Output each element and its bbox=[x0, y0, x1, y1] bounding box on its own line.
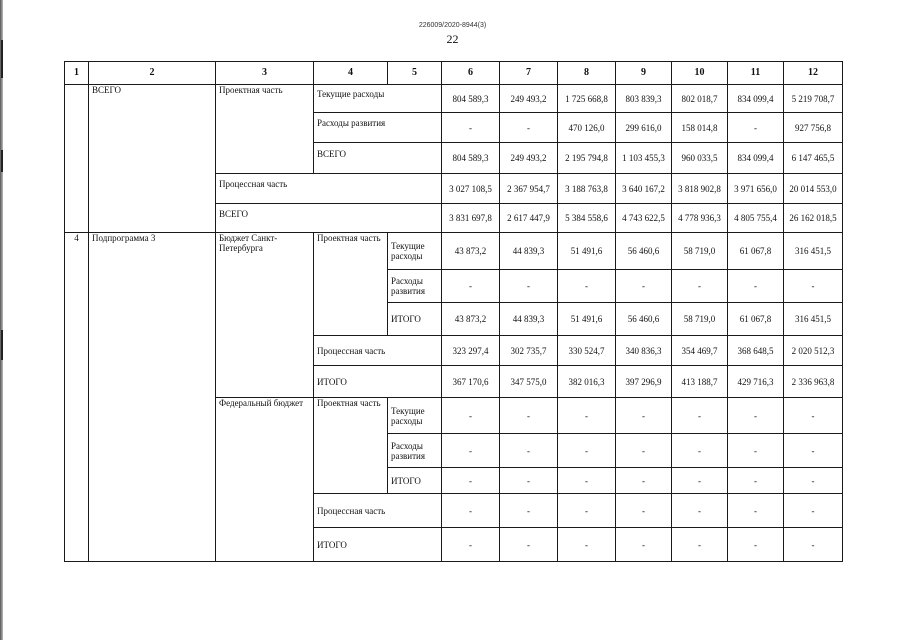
development-expenses-label: Расходы развития bbox=[314, 113, 442, 143]
value-cell: 2 020 512,3 bbox=[784, 336, 843, 366]
header-cell: 6 bbox=[442, 62, 500, 85]
header-cell: 11 bbox=[728, 62, 784, 85]
value-cell: 834 099,4 bbox=[728, 85, 784, 113]
value-cell: 3 640 167,2 bbox=[616, 174, 672, 204]
value-cell: - bbox=[784, 468, 843, 494]
value-cell: 3 831 697,8 bbox=[442, 204, 500, 233]
table-row bbox=[65, 85, 843, 113]
value-cell: 2 336 963,8 bbox=[784, 366, 843, 398]
value-cell: - bbox=[784, 528, 843, 562]
value-cell: 802 018,7 bbox=[672, 85, 728, 113]
value-cell: - bbox=[442, 434, 500, 468]
spb-development-expenses-label: Расходы развития bbox=[388, 270, 442, 303]
spb-process-part-label: Процессная часть bbox=[314, 336, 442, 366]
value-cell: 470 126,0 bbox=[558, 113, 616, 143]
value-cell: - bbox=[728, 494, 784, 528]
spb-itogo-label: ИТОГО bbox=[314, 366, 442, 398]
value-cell: 3 188 763,8 bbox=[558, 174, 616, 204]
value-cell: - bbox=[784, 494, 843, 528]
value-cell: - bbox=[784, 270, 843, 303]
value-cell: 58 719,0 bbox=[672, 303, 728, 336]
row-number: 4 bbox=[65, 233, 89, 562]
header-row bbox=[65, 62, 843, 85]
value-cell: 927 756,8 bbox=[784, 113, 843, 143]
value-cell: 4 805 755,4 bbox=[728, 204, 784, 233]
federal-development-expenses-label: Расходы развития bbox=[388, 434, 442, 468]
value-cell: 26 162 018,5 bbox=[784, 204, 843, 233]
value-cell: - bbox=[616, 270, 672, 303]
value-cell: 2 195 794,8 bbox=[558, 143, 616, 174]
value-cell: 249 493,2 bbox=[500, 85, 558, 113]
value-cell: 323 297,4 bbox=[442, 336, 500, 366]
value-cell: 51 491,6 bbox=[558, 233, 616, 270]
value-cell: 1 103 455,3 bbox=[616, 143, 672, 174]
value-cell: 367 170,6 bbox=[442, 366, 500, 398]
value-cell: - bbox=[616, 398, 672, 434]
federal-current-expenses-label: Текущие расходы bbox=[388, 398, 442, 434]
value-cell: - bbox=[442, 494, 500, 528]
value-cell: 354 469,7 bbox=[672, 336, 728, 366]
value-cell: 158 014,8 bbox=[672, 113, 728, 143]
value-cell: - bbox=[500, 434, 558, 468]
value-cell: 5 219 708,7 bbox=[784, 85, 843, 113]
value-cell: 302 735,7 bbox=[500, 336, 558, 366]
value-cell: - bbox=[500, 270, 558, 303]
value-cell: 2 367 954,7 bbox=[500, 174, 558, 204]
value-cell: 382 016,3 bbox=[558, 366, 616, 398]
value-cell: 20 014 553,0 bbox=[784, 174, 843, 204]
federal-budget-label: Федеральный бюджет bbox=[216, 398, 314, 562]
spb-budget-label: Бюджет Санкт-Петербурга bbox=[216, 233, 314, 398]
value-cell: 340 836,3 bbox=[616, 336, 672, 366]
value-cell: 804 589,3 bbox=[442, 85, 500, 113]
value-cell: 4 778 936,3 bbox=[672, 204, 728, 233]
value-cell: - bbox=[728, 468, 784, 494]
value-cell: 834 099,4 bbox=[728, 143, 784, 174]
value-cell: 43 873,2 bbox=[442, 233, 500, 270]
value-cell: - bbox=[558, 434, 616, 468]
row-number-cell bbox=[65, 85, 89, 233]
value-cell: - bbox=[500, 494, 558, 528]
value-cell: - bbox=[442, 398, 500, 434]
header-cell: 2 bbox=[89, 62, 216, 85]
value-cell: 429 716,3 bbox=[728, 366, 784, 398]
table-row bbox=[65, 233, 843, 270]
value-cell: - bbox=[728, 270, 784, 303]
header-cell: 3 bbox=[216, 62, 314, 85]
page-number: 22 bbox=[446, 32, 459, 46]
value-cell: - bbox=[500, 528, 558, 562]
value-cell: 316 451,5 bbox=[784, 303, 843, 336]
section-total-label: ВСЕГО bbox=[89, 85, 216, 233]
grand-total-label: ВСЕГО bbox=[216, 204, 442, 233]
value-cell: - bbox=[500, 113, 558, 143]
value-cell: 960 033,5 bbox=[672, 143, 728, 174]
federal-itogo-label: ИТОГО bbox=[314, 528, 442, 562]
value-cell: - bbox=[672, 398, 728, 434]
value-cell: 56 460,6 bbox=[616, 233, 672, 270]
value-cell: 61 067,8 bbox=[728, 303, 784, 336]
value-cell: - bbox=[784, 398, 843, 434]
value-cell: 44 839,3 bbox=[500, 303, 558, 336]
spb-design-itogo-label: ИТОГО bbox=[388, 303, 442, 336]
value-cell: - bbox=[616, 434, 672, 468]
scan-mark bbox=[1, 330, 3, 360]
value-cell: - bbox=[442, 468, 500, 494]
value-cell: - bbox=[558, 528, 616, 562]
value-cell: - bbox=[558, 494, 616, 528]
value-cell: 6 147 465,5 bbox=[784, 143, 843, 174]
header-cell: 7 bbox=[500, 62, 558, 85]
value-cell: - bbox=[500, 468, 558, 494]
value-cell: 4 743 622,5 bbox=[616, 204, 672, 233]
value-cell: 44 839,3 bbox=[500, 233, 558, 270]
value-cell: - bbox=[784, 434, 843, 468]
federal-design-itogo-label: ИТОГО bbox=[388, 468, 442, 494]
scan-edge bbox=[0, 0, 3, 640]
value-cell: 3 027 108,5 bbox=[442, 174, 500, 204]
value-cell: - bbox=[558, 398, 616, 434]
value-cell: - bbox=[442, 528, 500, 562]
value-cell: - bbox=[672, 468, 728, 494]
value-cell: - bbox=[616, 528, 672, 562]
value-cell: - bbox=[442, 270, 500, 303]
header-cell: 12 bbox=[784, 62, 843, 85]
value-cell: 347 575,0 bbox=[500, 366, 558, 398]
federal-design-part-label: Проектная часть bbox=[314, 398, 388, 494]
process-part-label: Процессная часть bbox=[216, 174, 442, 204]
value-cell: 61 067,8 bbox=[728, 233, 784, 270]
value-cell: 413 188,7 bbox=[672, 366, 728, 398]
value-cell: 316 451,5 bbox=[784, 233, 843, 270]
value-cell: 803 839,3 bbox=[616, 85, 672, 113]
header-cell: 8 bbox=[558, 62, 616, 85]
value-cell: 330 524,7 bbox=[558, 336, 616, 366]
value-cell: - bbox=[728, 398, 784, 434]
value-cell: 58 719,0 bbox=[672, 233, 728, 270]
value-cell: - bbox=[558, 468, 616, 494]
value-cell: - bbox=[442, 113, 500, 143]
value-cell: 368 648,5 bbox=[728, 336, 784, 366]
budget-table bbox=[64, 61, 843, 562]
header-cell: 10 bbox=[672, 62, 728, 85]
value-cell: - bbox=[672, 494, 728, 528]
value-cell: - bbox=[672, 270, 728, 303]
value-cell: - bbox=[558, 270, 616, 303]
value-cell: - bbox=[728, 434, 784, 468]
value-cell: 804 589,3 bbox=[442, 143, 500, 174]
value-cell: 5 384 558,6 bbox=[558, 204, 616, 233]
value-cell: 3 971 656,0 bbox=[728, 174, 784, 204]
value-cell: - bbox=[616, 494, 672, 528]
header-cell: 9 bbox=[616, 62, 672, 85]
value-cell: 1 725 668,8 bbox=[558, 85, 616, 113]
value-cell: 397 296,9 bbox=[616, 366, 672, 398]
value-cell: 43 873,2 bbox=[442, 303, 500, 336]
document-code: 226009/2020-8944(3) bbox=[418, 22, 487, 29]
federal-process-part-label: Процессная часть bbox=[314, 494, 442, 528]
current-expenses-label: Текущие расходы bbox=[314, 85, 442, 113]
spb-current-expenses-label: Текущие расходы bbox=[388, 233, 442, 270]
scan-mark bbox=[1, 150, 3, 172]
value-cell: - bbox=[728, 113, 784, 143]
value-cell: 56 460,6 bbox=[616, 303, 672, 336]
value-cell: 51 491,6 bbox=[558, 303, 616, 336]
header-cell: 5 bbox=[388, 62, 442, 85]
header-cell: 1 bbox=[65, 62, 89, 85]
subprogram-label: Подпрограмма 3 bbox=[89, 233, 216, 562]
value-cell: - bbox=[728, 528, 784, 562]
header-cell: 4 bbox=[314, 62, 388, 85]
value-cell: - bbox=[672, 528, 728, 562]
value-cell: 2 617 447,9 bbox=[500, 204, 558, 233]
value-cell: - bbox=[672, 434, 728, 468]
value-cell: 299 616,0 bbox=[616, 113, 672, 143]
value-cell: 3 818 902,8 bbox=[672, 174, 728, 204]
design-part-label: Проектная часть bbox=[216, 85, 314, 174]
spb-design-part-label: Проектная часть bbox=[314, 233, 388, 336]
value-cell: - bbox=[500, 398, 558, 434]
value-cell: 249 493,2 bbox=[500, 143, 558, 174]
design-total-label: ВСЕГО bbox=[314, 143, 442, 174]
value-cell: - bbox=[616, 468, 672, 494]
